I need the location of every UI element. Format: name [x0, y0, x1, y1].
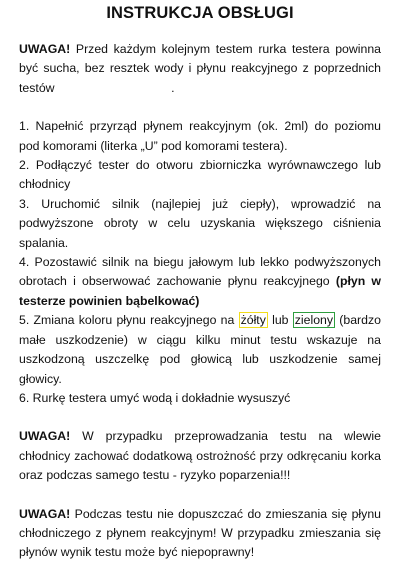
warning-trailing-dot: . — [171, 80, 175, 95]
step-4-text: 4. Pozostawić silnik na biegu jałowym lub lekko podwyższonych obrotach i obserwować zachowanie płynu reakcyjnego — [19, 255, 381, 289]
step-3: 3. Uruchomić silnik (najlepiej już ciepły), wprowadzić na podwyższone obroty w celu uzyskania większego ciśnienia spalania. — [19, 196, 381, 250]
step-4-bold-note: (płyn w testerze powinien bąbelkować) — [19, 274, 381, 308]
step-2: 2. Podłączyć tester do otworu zbiorniczka wyrównawczego lub chłodnicy — [19, 158, 381, 192]
step-6: 6. Rurkę testera umyć wodą i dokładnie wysuszyć — [19, 390, 291, 405]
yellow-highlight-box: żółty — [240, 313, 266, 328]
step-5-text-mid: lub — [267, 313, 293, 328]
warning-label: UWAGA! — [19, 429, 71, 444]
step-5-text-before: 5. Zmiana koloru płynu reakcyjnego na — [19, 313, 239, 328]
step-5-text-after: (bardzo małe uszkodzenie) w ciągu kilku minut testu wskazuje na uszkodzoną uszczelkę pod głowicą lub uszkodzenie samej głowicy. — [19, 313, 381, 386]
step-4 — [19, 253, 381, 311]
warning-text: Przed każdym kolejnym testem rurka testera powinna być sucha, bez resztek wody i płynu reakcyjnego z poprzednich testów — [19, 42, 381, 95]
warning-paragraph-3 — [19, 505, 381, 563]
warning-label: UWAGA! — [19, 506, 71, 521]
green-highlight-box: zielony — [294, 313, 334, 328]
warning-text: W przypadku przeprowadzania testu na wlewie chłodnicy zachować dodatkową ostrożność przy odkręcaniu korka oraz podczas samego testu - ryzyko poparzenia!!! — [19, 429, 381, 483]
warning-paragraph-2 — [19, 427, 381, 485]
warning-label: UWAGA! — [19, 42, 71, 56]
instruction-document — [19, 0, 381, 563]
document-title: INSTRUKCJA OBSŁUGI — [106, 4, 294, 22]
warning-paragraph-1 — [19, 40, 381, 98]
step-5 — [19, 311, 381, 389]
warning-text: Podczas testu nie dopuszczać do zmieszania się płynu chłodniczego z płynem reakcyjnym! W przypadku zmieszania się płynów wynik testu może być niepoprawny! — [19, 506, 381, 560]
step-1: 1. Napełnić przyrząd płynem reakcyjnym (ok. 2ml) do poziomu pod komorami (literka „U” pod komorami testera). — [19, 119, 381, 153]
